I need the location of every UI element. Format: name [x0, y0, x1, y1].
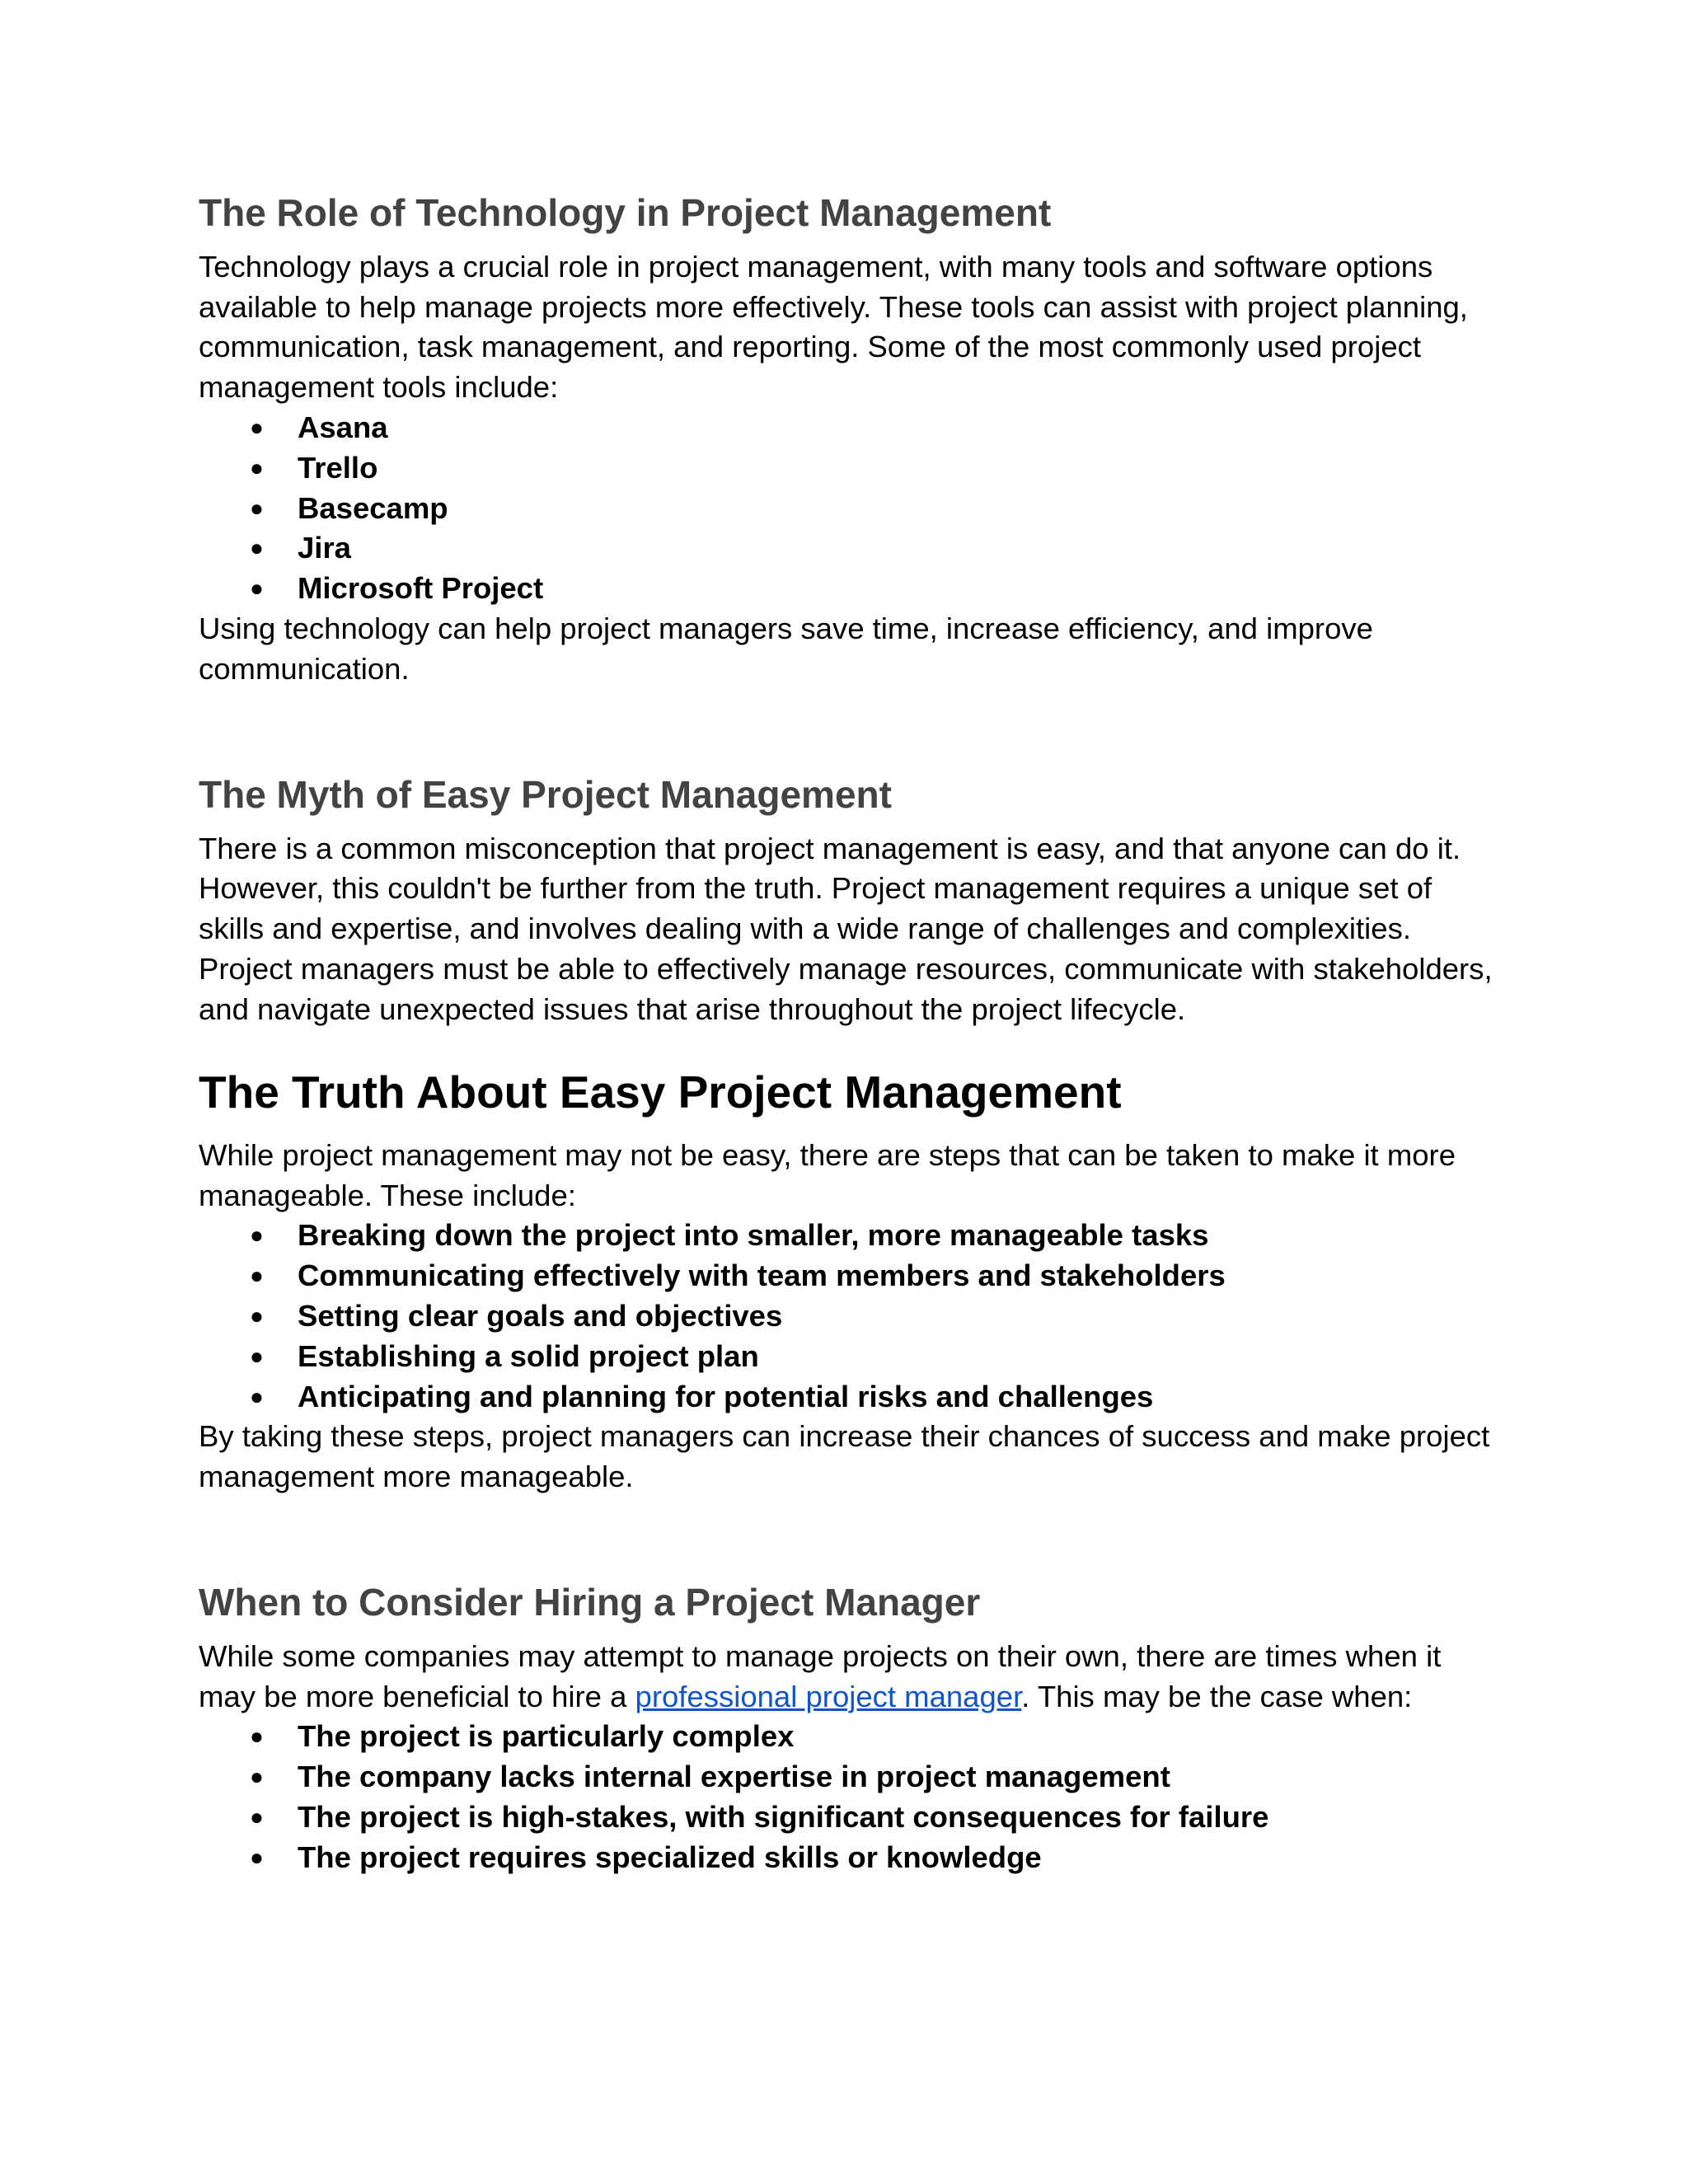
- list-item: ● Anticipating and planning for potential risks and challenges: [199, 1377, 1501, 1418]
- bullet-icon: ●: [250, 1383, 264, 1409]
- list-item: ● The project is particularly complex: [199, 1717, 1501, 1757]
- bullet-icon: ●: [250, 1343, 264, 1369]
- heading-role-of-technology: The Role of Technology in Project Management: [199, 191, 1052, 234]
- list-item: ● Microsoft Project: [199, 569, 1501, 609]
- bullet-icon: ●: [250, 415, 264, 441]
- list-item: ● Basecamp: [199, 489, 1501, 529]
- list-item: ● Setting clear goals and objectives: [199, 1296, 1501, 1337]
- bullet-icon: ●: [250, 1844, 264, 1870]
- hiring-reasons-list: [199, 1717, 1501, 1877]
- list-item: ● Asana: [199, 408, 1501, 448]
- bullet-icon: ●: [250, 575, 264, 602]
- paragraph-myth: There is a common misconception that project management is easy, and that anyone can do it. However, this couldn't be further from the truth. Project management requires a unique set of skills and expertise, and involves dealing with a wide range of challenges and complexities. Project managers must be able to effectively manage resources, communicate with stakeholders, and navigate unexpected issues that arise throughout the project lifecycle.: [199, 831, 1493, 1026]
- paragraph-truth-outro: By taking these steps, project managers can increase their chances of success and make project management more manageable.: [199, 1419, 1490, 1494]
- document-page: [199, 191, 1501, 1878]
- list-item: ● The project is high-stakes, with significant consequences for failure: [199, 1797, 1501, 1838]
- professional-project-manager-link[interactable]: professional project manager: [635, 1679, 1022, 1713]
- heading-myth-easy-pm: The Myth of Easy Project Management: [199, 772, 892, 816]
- bullet-icon: ●: [250, 1222, 264, 1249]
- list-item: ● Breaking down the project into smaller, more manageable tasks: [199, 1216, 1501, 1256]
- list-item: ● Jira: [199, 528, 1501, 569]
- bullet-icon: ●: [250, 535, 264, 561]
- bullet-icon: ●: [250, 454, 264, 480]
- paragraph-technology-outro: Using technology can help project managers save time, increase efficiency, and improve communication.: [199, 612, 1373, 686]
- list-item: ● Establishing a solid project plan: [199, 1337, 1501, 1377]
- bullet-icon: ●: [250, 1804, 264, 1830]
- list-item: ● Communicating effectively with team members and stakeholders: [199, 1256, 1501, 1296]
- steps-list: [199, 1216, 1501, 1417]
- list-item: ● Trello: [199, 448, 1501, 489]
- bullet-icon: ●: [250, 1302, 264, 1329]
- bullet-icon: ●: [250, 1263, 264, 1289]
- paragraph-technology-intro: Technology plays a crucial role in project management, with many tools and software options available to help manage projects more effectively. These tools can assist with project planning, communication, task management, and reporting. Some of the most commonly used project management tools include:: [199, 249, 1468, 405]
- bullet-icon: ●: [250, 494, 264, 521]
- bullet-icon: ●: [250, 1764, 264, 1790]
- paragraph-truth-intro: While project management may not be easy, there are steps that can be taken to make it more manageable. These include:: [199, 1137, 1456, 1212]
- heading-truth-easy-pm: The Truth About Easy Project Management: [199, 1066, 1122, 1118]
- bullet-icon: ●: [250, 1723, 264, 1750]
- list-item: ● The company lacks internal expertise in project management: [199, 1757, 1501, 1797]
- list-item: ● The project requires specialized skills or knowledge: [199, 1838, 1501, 1878]
- paragraph-hiring-intro: While some companies may attempt to manage projects on their own, there are times when it may be more beneficial to hire a professional project manager. This may be the case when:: [199, 1638, 1442, 1713]
- heading-hiring-pm: When to Consider Hiring a Project Manager: [199, 1580, 981, 1624]
- tools-list: [199, 408, 1501, 609]
